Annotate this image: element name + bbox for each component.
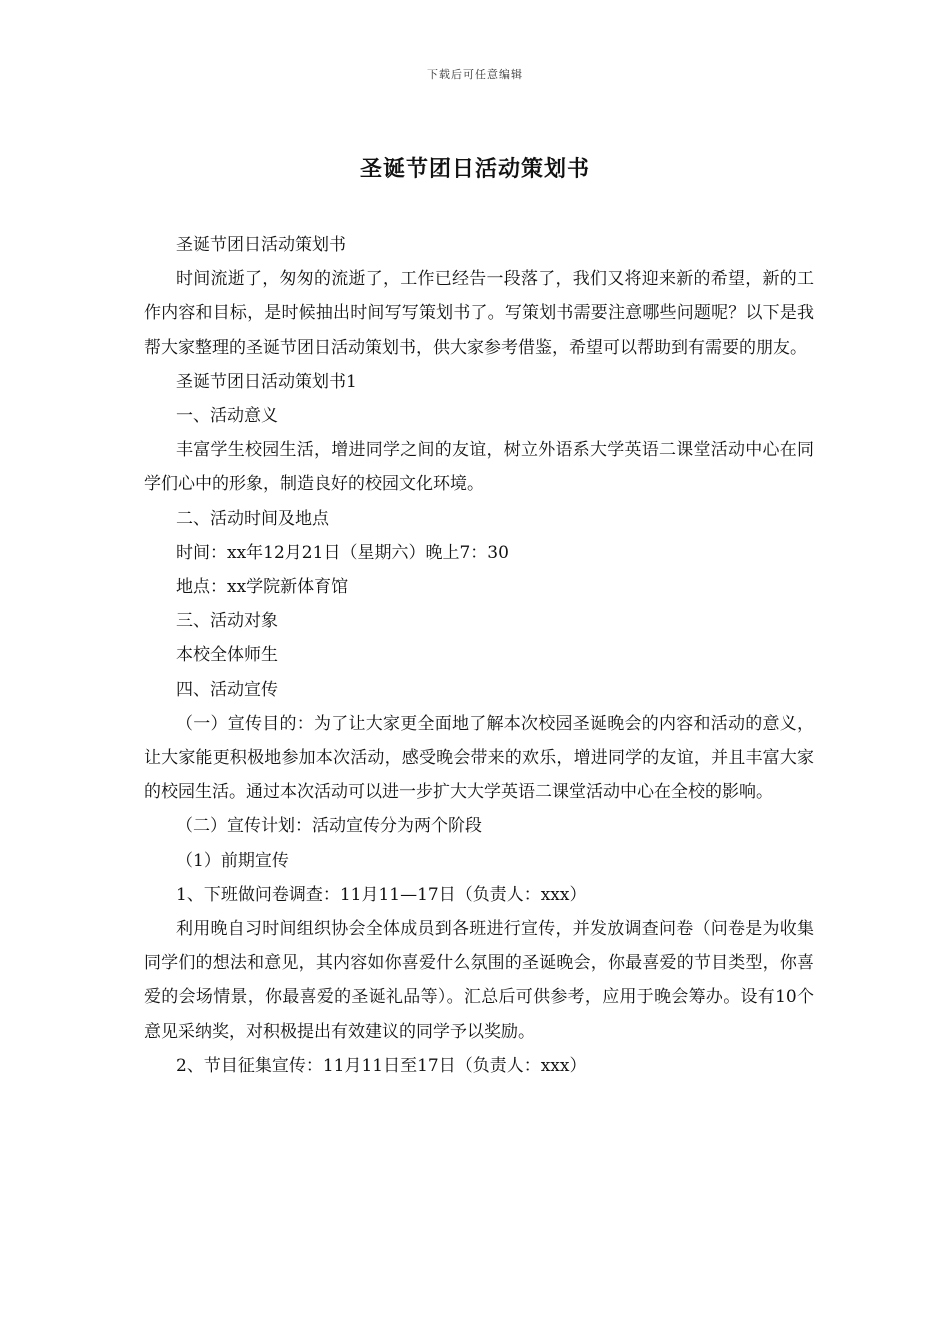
document-title: 圣诞节团日活动策划书 (359, 156, 590, 182)
paragraph-intro: 时间流逝了，匆匆的流逝了，工作已经告一段落了，我们又将迎来新的希望，新的工作内容和目标，是时候抽出时间写写策划书了。写策划书需要注意哪些问题呢？以下是我帮大家整理的圣诞节团日活动策划书，供大家参考借鉴，希望可以帮助到有需要的朋友。 (144, 269, 814, 358)
header-note: 下载后可任意编辑 (427, 68, 523, 81)
paragraph-publicity-plan: （二）宣传计划：活动宣传分为两个阶段 (176, 816, 482, 837)
paragraph-survey-item: 1、下班做问卷调查：11月11—17日（负责人：xxx） (176, 884, 587, 905)
paragraph-program-collection: 2、节目征集宣传：11月11日至17日（负责人：xxx） (176, 1055, 587, 1076)
section-heading-audience: 三、活动对象 (176, 611, 278, 632)
paragraph-publicity-purpose: （一）宣传目的：为了让大家更全面地了解本次校园圣诞晚会的内容和活动的意义，让大家能更积极地参加本次活动，感受晚会带来的欢乐，增进同学的友谊，并且丰富大家的校园生活。通过本次活动可以进一步扩大大学英语二课堂活动中心在全校的影响。 (144, 713, 814, 803)
document-body (144, 228, 814, 1083)
paragraph-survey-detail: 利用晚自习时间组织协会全体成员到各班进行宣传，并发放调查问卷（问卷是为收集同学们的想法和意见，其内容如你喜爱什么氛围的圣诞晚会，你最喜爱的节目类型，你喜爱的会场情景，你最喜爱的圣诞礼品等）。汇总后可供参考，应用于晚会筹办。设有10个意见采纳奖，对积极提出有效建议的同学予以奖励。 (144, 919, 814, 1042)
section-heading-publicity: 四、活动宣传 (176, 679, 278, 700)
paragraph-plan-1-heading: 圣诞节团日活动策划书1 (176, 371, 357, 392)
section-heading-significance: 一、活动意义 (176, 406, 278, 427)
paragraph-place: 地点：xx学院新体育馆 (176, 577, 349, 598)
paragraph-significance: 丰富学生校园生活，增进同学之间的友谊，树立外语系大学英语二课堂活动中心在同学们心中的形象，制造良好的校园文化环境。 (144, 440, 814, 495)
section-heading-time-place: 二、活动时间及地点 (176, 508, 329, 529)
paragraph-audience: 本校全体师生 (176, 645, 278, 666)
paragraph-early-publicity: （1）前期宣传 (176, 850, 289, 871)
paragraph-doc-name: 圣诞节团日活动策划书 (176, 235, 346, 255)
paragraph-time: 时间：xx年12月21日（星期六）晚上7：30 (176, 542, 509, 563)
